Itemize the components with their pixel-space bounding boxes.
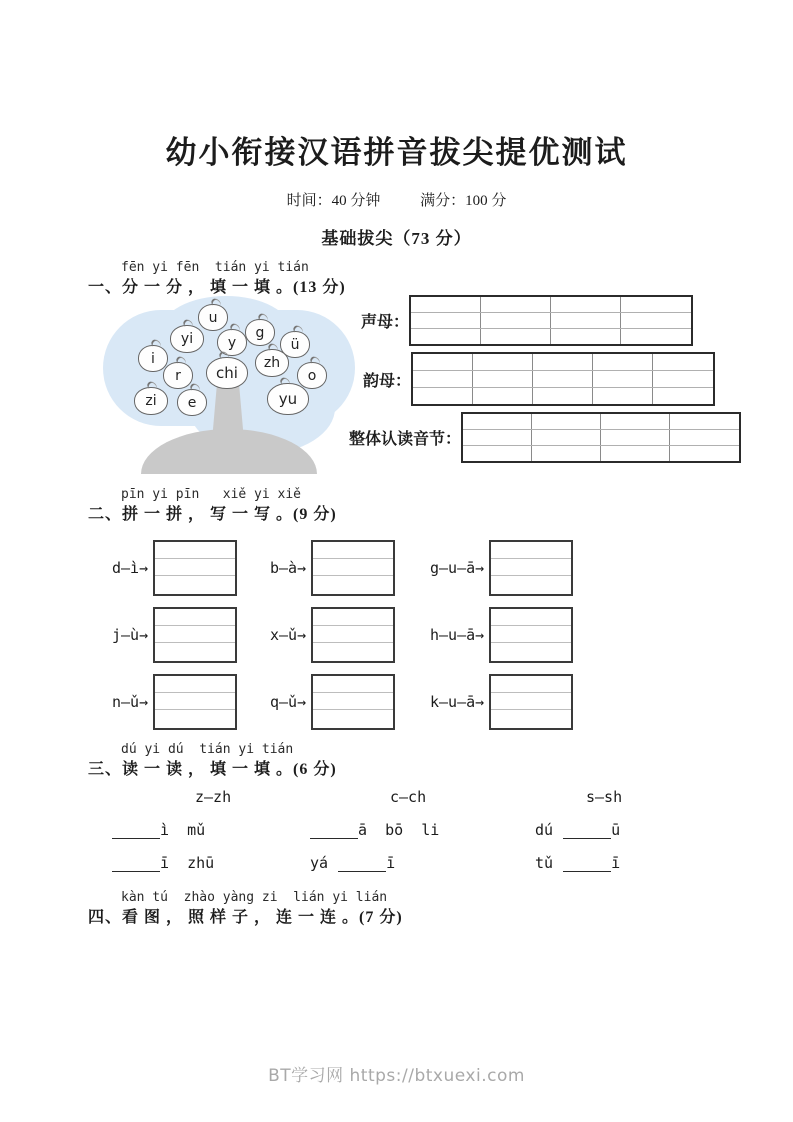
syllable-label: x—ǔ→: [270, 626, 307, 644]
pair-label: z—zh: [195, 788, 232, 806]
syllable-label: b—à→: [270, 559, 307, 577]
apple-icon: y: [217, 329, 247, 356]
apple-icon: yu: [267, 383, 309, 415]
grid-cell[interactable]: [463, 414, 532, 429]
grid-cell[interactable]: [601, 446, 670, 461]
spelling-item: [430, 540, 573, 596]
apple-tree-illustration: [103, 296, 355, 474]
grid-cell[interactable]: [593, 354, 653, 370]
fill-text: ī: [611, 854, 621, 872]
syllable-label: n—ǔ→: [112, 693, 149, 711]
syllable-label: d—ì→: [112, 559, 149, 577]
grid-cell[interactable]: [653, 371, 713, 387]
apple-icon: u: [198, 304, 228, 331]
spelling-item: [270, 540, 430, 596]
write-box[interactable]: [489, 540, 573, 596]
apple-icon: r: [163, 362, 193, 389]
fill-item: [310, 819, 535, 839]
time-label: 时间：40 分钟: [286, 193, 381, 209]
grid-cell[interactable]: [532, 430, 601, 445]
fill-column-c-ch: [310, 788, 535, 872]
grid-cell[interactable]: [481, 329, 551, 344]
grid-cell[interactable]: [601, 430, 670, 445]
grid-cell[interactable]: [413, 354, 473, 370]
fill-blank[interactable]: [563, 856, 611, 872]
finals-row: [345, 352, 715, 406]
section-four-pinyin: kàn tú zhào yàng zi lián yi lián: [121, 890, 388, 905]
apple-icon: ü: [280, 331, 310, 358]
grid-cell[interactable]: [621, 313, 691, 328]
spelling-item: [270, 607, 430, 663]
apple-icon: g: [245, 319, 275, 346]
grid-cell[interactable]: [601, 414, 670, 429]
grid-cell[interactable]: [481, 297, 551, 312]
write-box[interactable]: [311, 540, 395, 596]
write-box[interactable]: [489, 607, 573, 663]
grid-cell[interactable]: [532, 446, 601, 461]
test-info: [0, 189, 793, 210]
grid-cell[interactable]: [593, 388, 653, 404]
pair-label: c—ch: [390, 788, 427, 806]
syllable-label: h—u—ā→: [430, 626, 485, 644]
write-box[interactable]: [311, 674, 395, 730]
spelling-item: [112, 540, 270, 596]
finals-answer-grid: [411, 352, 715, 406]
fill-text: ū: [611, 821, 621, 839]
grid-cell[interactable]: [411, 329, 481, 344]
fill-column-s-sh: [535, 788, 622, 872]
section-one-pinyin: fēn yi fēn tián yi tián: [121, 260, 309, 275]
spelling-exercise-grid: [112, 540, 573, 730]
page-title: 幼小衔接汉语拼音拔尖提优测试: [165, 135, 628, 170]
fill-item: [112, 819, 310, 839]
apple-icon: o: [297, 362, 327, 389]
grid-cell[interactable]: [670, 446, 739, 461]
section-three-heading: 三、读 一 读 ， 填 一 填 。(6 分): [88, 761, 337, 778]
fill-item: [310, 852, 535, 872]
grid-cell[interactable]: [463, 446, 532, 461]
spelling-item: [270, 674, 430, 730]
grid-cell[interactable]: [413, 371, 473, 387]
syllable-label: q—ǔ→: [270, 693, 307, 711]
apple-icon: i: [138, 345, 168, 372]
write-box[interactable]: [489, 674, 573, 730]
grid-cell[interactable]: [551, 313, 621, 328]
write-box[interactable]: [153, 674, 237, 730]
initials-row: [345, 295, 693, 346]
whole-syllables-answer-grid: [461, 412, 741, 463]
footer-site-link[interactable]: BT学习网 https://btxuexi.com: [268, 1066, 525, 1086]
fill-in-exercise: [112, 788, 622, 872]
section-four-heading: 四、看 图 ， 照 样 子 ， 连 一 连 。(7 分): [88, 909, 403, 926]
initials-answer-grid: [409, 295, 693, 346]
fill-blank[interactable]: [563, 823, 611, 839]
grid-cell[interactable]: [533, 371, 593, 387]
fill-text: ī: [386, 854, 396, 872]
fill-item: [535, 852, 622, 872]
section-three-pinyin: dú yi dú tián yi tián: [121, 742, 294, 757]
finals-label: 韵母：: [362, 372, 411, 390]
initials-label: 声母：: [360, 314, 409, 331]
fill-text: ī zhū: [160, 854, 215, 872]
apple-icon: zh: [255, 349, 289, 377]
grid-cell[interactable]: [473, 388, 533, 404]
grid-cell[interactable]: [653, 388, 713, 404]
grid-cell[interactable]: [621, 329, 691, 344]
grid-cell[interactable]: [670, 414, 739, 429]
write-box[interactable]: [153, 540, 237, 596]
section-one-heading: 一、分 一 分 ， 填 一 填 。(13 分): [88, 279, 346, 296]
grid-cell[interactable]: [411, 297, 481, 312]
grid-cell[interactable]: [532, 414, 601, 429]
fill-blank[interactable]: [112, 856, 160, 872]
fill-text: dú: [535, 821, 554, 839]
grid-cell[interactable]: [473, 354, 533, 370]
apple-icon: e: [177, 389, 207, 416]
grid-cell[interactable]: [473, 371, 533, 387]
syllable-label: j—ù→: [112, 626, 149, 644]
syllable-label: k—u—ā→: [430, 693, 485, 711]
grid-cell[interactable]: [463, 430, 532, 445]
fill-blank[interactable]: [112, 823, 160, 839]
fill-blank[interactable]: [310, 823, 358, 839]
whole-syllables-label: 整体认读音节：: [348, 431, 461, 448]
grid-cell[interactable]: [670, 430, 739, 445]
apple-icon: yi: [170, 325, 204, 353]
grid-cell[interactable]: [551, 329, 621, 344]
write-box[interactable]: [311, 607, 395, 663]
pair-label: s—sh: [586, 788, 623, 806]
fill-text: ì mǔ: [160, 821, 206, 839]
part-title: 基础拔尖（73 分）: [321, 229, 472, 248]
section-two-pinyin: pīn yi pīn xiě yi xiě: [121, 487, 302, 502]
whole-syllables-row: [343, 412, 741, 463]
fill-text: yá: [310, 854, 329, 872]
fill-blank[interactable]: [338, 856, 386, 872]
apple-icon: zi: [134, 387, 168, 415]
grid-cell[interactable]: [411, 313, 481, 328]
grid-cell[interactable]: [621, 297, 691, 312]
score-label: 满分：100 分: [420, 193, 507, 209]
grid-cell[interactable]: [593, 371, 653, 387]
grid-cell[interactable]: [551, 297, 621, 312]
spelling-item: [112, 607, 270, 663]
apple-icon: chi: [206, 357, 248, 389]
grid-cell[interactable]: [413, 388, 473, 404]
grid-cell[interactable]: [533, 388, 593, 404]
write-box[interactable]: [153, 607, 237, 663]
spelling-item: [430, 607, 573, 663]
fill-text: tǔ: [535, 854, 554, 872]
grid-cell[interactable]: [533, 354, 593, 370]
syllable-label: g—u—ā→: [430, 559, 485, 577]
spelling-item: [112, 674, 270, 730]
fill-item: [535, 819, 622, 839]
fill-text: ā bō li: [358, 821, 440, 839]
fill-item: [112, 852, 310, 872]
grid-cell[interactable]: [481, 313, 551, 328]
section-two-heading: 二、拼 一 拼 ， 写 一 写 。(9 分): [88, 506, 337, 523]
grid-cell[interactable]: [653, 354, 713, 370]
fill-column-z-zh: [112, 788, 310, 872]
spelling-item: [430, 674, 573, 730]
